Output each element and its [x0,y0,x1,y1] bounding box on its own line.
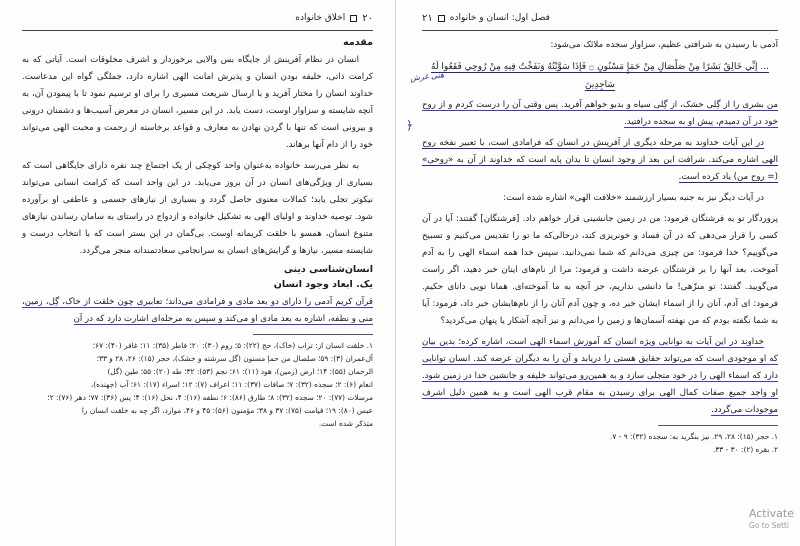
left-footnote-line: انعام (۶): ۲؛ سجده (۳۲): ۷؛ صافات (۳۷): ۱۱؛ اعراف (۷): ۱۲؛ اسراء (۱۷): ۶۱؛ آب (جهنده)، [90,380,373,389]
quran-verse-text: ... إِنِّي خَالِقٌ بَشَرًا مِنْ صَلْصَالٍ مِنْ حَمَإٍ مَسْنُونٍ ۝ فَإِذَا سَوَّيْتُهُ وَنَفَخْتُ فِيهِ مِنْ رُوحِي فَقَعُوا لَهُ سَاجِدِينَ [431,62,769,90]
intro-paragraph-2: به نظر می‌رسد خانواده به‌عنوان واحد کوچکی از یک اجتماع چند نفره دارای جایگاهی است که بسیاری از ویژگی‌های انسان در آن بروز می‌یابد. در این واحد است که کرامت انسانی می‌تواند نیکوتر تجلی یابد؛ کمالات معنوی حاصل گردد و بسیاری از نیازهای جسمی و عاطفی او برآورده شود. توصیه خداوند و اولیای الهی به تشکیل خانواده و ازدواج در راستای به سامان رساندن نیازهای متنوع انسان، همسو با خلقت کریمانه اوست. بی‌گمان در این بستر است که با انتخاب درست و شایسته مسیر، نیازها و گرایش‌های انسان به سرانجامی سعادتمندانه منجر می‌گردد. [22,161,373,256]
verse-translation-underlined: من بشری را از گِلی خشک، از گِلی سیاه و بدبو خواهم آفرید. پس وقتی آن را درست کردم و از روح خود در آن دمیدم، پیش او به سجده درافتید. [422,100,778,127]
margin-bracket-mark-icon: ﴿ [406,118,414,132]
left-footnote-line: مرسلات (۷۷): ۲۰؛ سجده (۳۲): ۸؛ طارق (۸۶): ۶؛ نطفه (۱۶): ۴، نحل (۱۶): ۴؛ یس (۳۶): ۷۷؛ دهر (۷۶): ۲؛ [47,393,373,402]
handwritten-margin-note: هنی غرش [409,70,445,83]
vicegerency-quote: پروردگار تو به فرشتگان فرمود: من در زمین جانشینی قرار خواهم داد. [فرشتگان] گفتند: آیا در آن کسی را قرار می‌دهی که در آن فساد و خونریزی کند، درحالی‌که ما تو را تقدیس می‌کنیم و تسبیح می‌گوییم؟ خدا فرمود: من چیزی می‌دانم که شما نمی‌دانید. سپس خدا همه اسماء الهی را به آدم آموخت. بعد آنها را بر فرشتگان عرضه داشت و فرمود: مرا از نام‌های اینان خبر دهید، اگر راست می‌گویید. گفتند: تو منزّهی! ما دانشی نداریم، جز آنچه به ما آموخته‌ای. همانا تویی دانای حکیم. فرمود: ای آدم، آنان را از اسماء ایشان خبر ده، و چون آدم آنان را از نام‌هایشان خبر داد، فرمود: آیا به شما نگفته بودم که من نهفته آسمان‌ها و زمین را می‌دانم و نیز آنچه آشکار یا پنهان می‌کردید؟ [422,214,778,326]
left-footnotes [22,339,373,430]
right-header-rule [422,30,778,31]
left-running-title: اخلاق خانواده [295,13,346,23]
divine-breath-paragraph [422,135,778,186]
dimensions-paragraph-underlined: قرآن کریم آدمی را دارای دو بعد مادی و فرامادی می‌داند؛ تعابیری چون خلقت از خاک، گِل، زمین، منی و نطفه، اشاره به بعد مادی او می‌کند و سپس به مرحله‌ای اشارت دارد که در آن [22,297,373,324]
right-page [400,0,800,546]
right-page-number: ۲۱ [422,12,433,24]
watermark-line-1: Activate [748,507,794,520]
left-footnote-line: الرحمان (۵۵): ۱۴؛ ارض (زمین)، هود (۱۱): ۶۱؛ نجم (۵۳): ۳۲؛ طه (۲۰): ۵۵؛ طین (گل) [107,367,373,376]
left-footnote-line: متذکر شده است. [318,419,373,428]
right-footnote-rule [658,425,778,426]
left-page-number-group [295,13,373,24]
intro-paragraph-1: انسان در نظام آفرینش از جایگاه بس والایی برخوردار و اشرف مخلوقات است. آیاتی که به کرامت ذاتی، خلیفه بودن انسان و پذیرش امانت الهی اشاره دارد، جملگی گواه این مدعاست. خداوند انسان را مختار آفرید و با ارسال شریعت مسیری را برای او ترسیم نمود تا با پیمودن آن، به آنچه شایسته و سزاوار اوست، دست یابد. در این مسیر، انسان در معرض آسیب‌ها و دشمنان درونی و بیرونی است که تنها با گردن نهادن به معارف و قواعد برخاسته از رحمت و محبت الهی می‌تواند خود را از دام آنها برهاند. [22,55,373,150]
right-page-number-group [422,13,550,24]
left-footnote-line: آل‌عمران (۳): ۵۹؛ صلصال من حمإ مسنون (گل سرشته و خشک)، حجر (۱۵): ۲۶، ۲۸ و ۳۳؛ [96,354,373,363]
right-footnotes [422,430,778,456]
activate-windows-watermark [749,508,794,532]
names-teaching-underlined: خداوند در این آیات به توانایی ویژه انسان که آموزش اسماء الهی است، اشاره کرده؛ بدین بیان که او موجودی است که می‌تواند حقایق هستی را دریابد و آن را به دیگران عرضه کند. انسان توانایی دارد که اسماء الهی را در خود متجلی سازد و به همین‌رو می‌تواند خلیفه و جانشین خدا در زمین شود. او واجد جمیع صفات کمال الهی برای رسیدن به مقام قرب الهی است و به همین دلیل اشرف موجودات می‌گردد. [422,337,778,415]
left-running-head [22,10,373,26]
right-running-head [422,10,778,26]
left-page-number: ۲۰ [362,12,373,24]
left-footnote-line: ۱. خلقت انسان از: تراب (خاک)، حج (۲۲): ۵؛ روم (۳۰): ۲۰؛ فاطر (۳۵): ۱۱؛ غافر (۴۰): ۶۷؛ [92,341,373,350]
right-footnote-line: ۱. حجر (۱۵): ۲۸، ۲۹. نیز بنگرید به: سجده (۳۲): ۹ - ۷. [609,432,778,441]
divine-breath-underlined: در این آیات خداوند به مرحله دیگری از آفرینش در انسان که فرامادی است، با تعبیر نفخه روح الهی اشاره می‌کند. شرافت این بعد از وجود انسان تا بدان پایه است که خداوند از آن به «روحی» (= روح من) یاد کرده است. [422,138,778,182]
left-footnote-line: عبس (۸۰): ۱۹؛ قیامت (۷۵): ۳۷ و ۳۸؛ مؤمنون (۵۶): ۴۵ و ۴۶، موارد، اگر چه به خلقت انسان را [81,406,373,415]
square-ornament-icon [350,15,357,22]
section-heading-introduction: مقدمه [343,37,373,48]
angels-prostration-intro: آدمی با رسیدن به شرافتی عظیم، سزاوار سجده ملائک می‌شود: [550,40,778,50]
section-heading-anthropology: انسان‌شناسی دینی [283,264,373,275]
left-footnote-rule [253,334,373,335]
dimensions-paragraph [22,294,373,328]
vicegerency-intro: در آیات دیگر نیز به جنبه بسیار ارزشمند «خلافت الهی» اشاره شده است: [503,193,764,203]
right-running-title: فصل اول: انسان و خانواده [449,13,550,23]
square-ornament-icon [438,15,445,22]
names-teaching-paragraph [422,334,778,419]
subsection-heading-dimensions: یک. ابعاد وجود انسان [273,279,373,290]
verse-translation [422,97,778,131]
left-page [0,0,396,546]
quran-verse-creation [422,58,778,94]
left-header-rule [22,30,373,31]
right-footnote-line: ۲. بقره (۲): ۳۰ - ۳۳. [712,445,778,454]
watermark-line-2: Go to Setti [748,521,789,530]
